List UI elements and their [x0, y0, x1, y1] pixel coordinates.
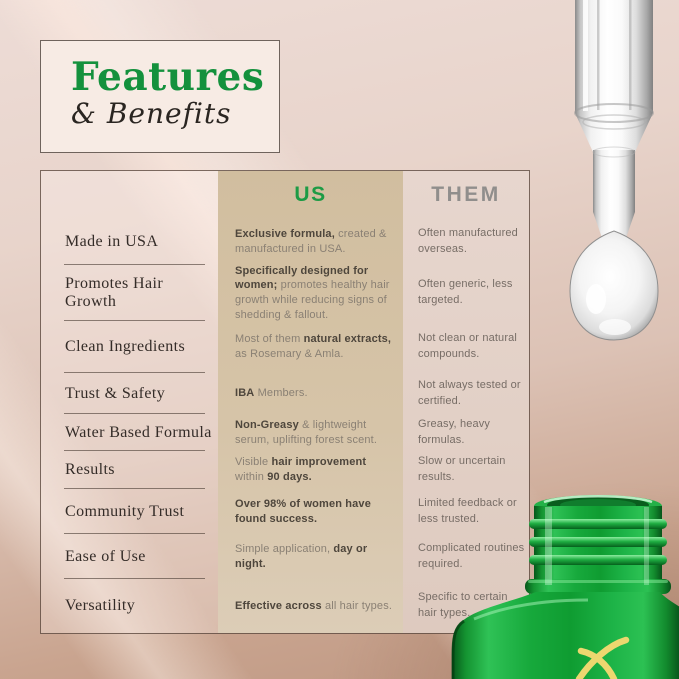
them-column-header: THEM — [431, 183, 501, 206]
us-cell — [218, 579, 403, 633]
them-cell-text: Limited feedback or less trusted. — [418, 496, 517, 525]
feature-label: Water Based Formula — [41, 414, 218, 451]
green-bottle-image — [448, 493, 679, 679]
us-cell — [218, 489, 403, 534]
feature-label: Results — [41, 451, 218, 489]
feature-label: Versatility — [65, 597, 136, 614]
us-cell-text: Visible hair improvement within 90 days. — [235, 456, 367, 483]
feature-label: Ease of Use — [41, 534, 218, 579]
us-cell — [218, 414, 403, 451]
them-cell-text: Often manufactured overseas. — [418, 227, 518, 255]
them-cell-text: Greasy, heavy formulas. — [418, 417, 491, 446]
them-cell-text: Not always tested or certified. — [418, 378, 521, 407]
them-cell — [403, 219, 529, 265]
them-cell-text: Specific to certain hair types. — [418, 591, 508, 619]
page-title: Features — [71, 54, 265, 100]
us-cell — [218, 534, 403, 579]
us-cell-text: Specifically designed for women; promotes healthy hair growth while reducing signs of shedding & fallout. — [235, 264, 390, 321]
title-card — [40, 40, 280, 153]
page-subtitle: & Benefits — [71, 96, 232, 130]
them-cell — [403, 373, 529, 414]
us-cell-text: Most of them natural extracts, as Rosemary & Amla. — [235, 333, 392, 360]
us-column-header: US — [294, 183, 327, 206]
feature-label: Community Trust — [41, 489, 218, 534]
feature-label: Promotes Hair Growth — [41, 265, 218, 321]
glass-dropper-image — [547, 0, 677, 345]
feature-label: Made in USA — [41, 219, 218, 265]
us-cell — [218, 373, 403, 414]
us-cell — [218, 451, 403, 489]
them-cell-text: Complicated routines required. — [418, 541, 525, 570]
us-cell-text: IBA Members. — [235, 387, 308, 400]
us-cell-text: Exclusive formula, created & manufactured in USA. — [235, 228, 387, 255]
them-cell — [403, 321, 529, 373]
them-cell — [403, 451, 529, 489]
them-cell — [403, 265, 529, 321]
them-cell-text: Not clean or natural compounds. — [418, 332, 517, 360]
feature-header-cell — [41, 171, 218, 219]
us-cell-text: Over 98% of women have found success. — [235, 497, 371, 525]
us-cell-text: Simple application, day or night. — [235, 542, 368, 570]
us-cell — [218, 265, 403, 321]
us-cell — [218, 219, 403, 265]
them-cell — [403, 414, 529, 451]
us-cell — [218, 321, 403, 373]
feature-label: Clean Ingredients — [41, 321, 218, 373]
us-cell-text: Effective across all hair types. — [235, 599, 393, 612]
feature-label: Trust & Safety — [41, 373, 218, 414]
them-cell-text: Often generic, less targeted. — [418, 278, 513, 306]
them-cell-text: Slow or uncertain results. — [418, 455, 506, 483]
us-cell-text: Non-Greasy & lightweight serum, uplifting forest scent. — [235, 418, 378, 446]
